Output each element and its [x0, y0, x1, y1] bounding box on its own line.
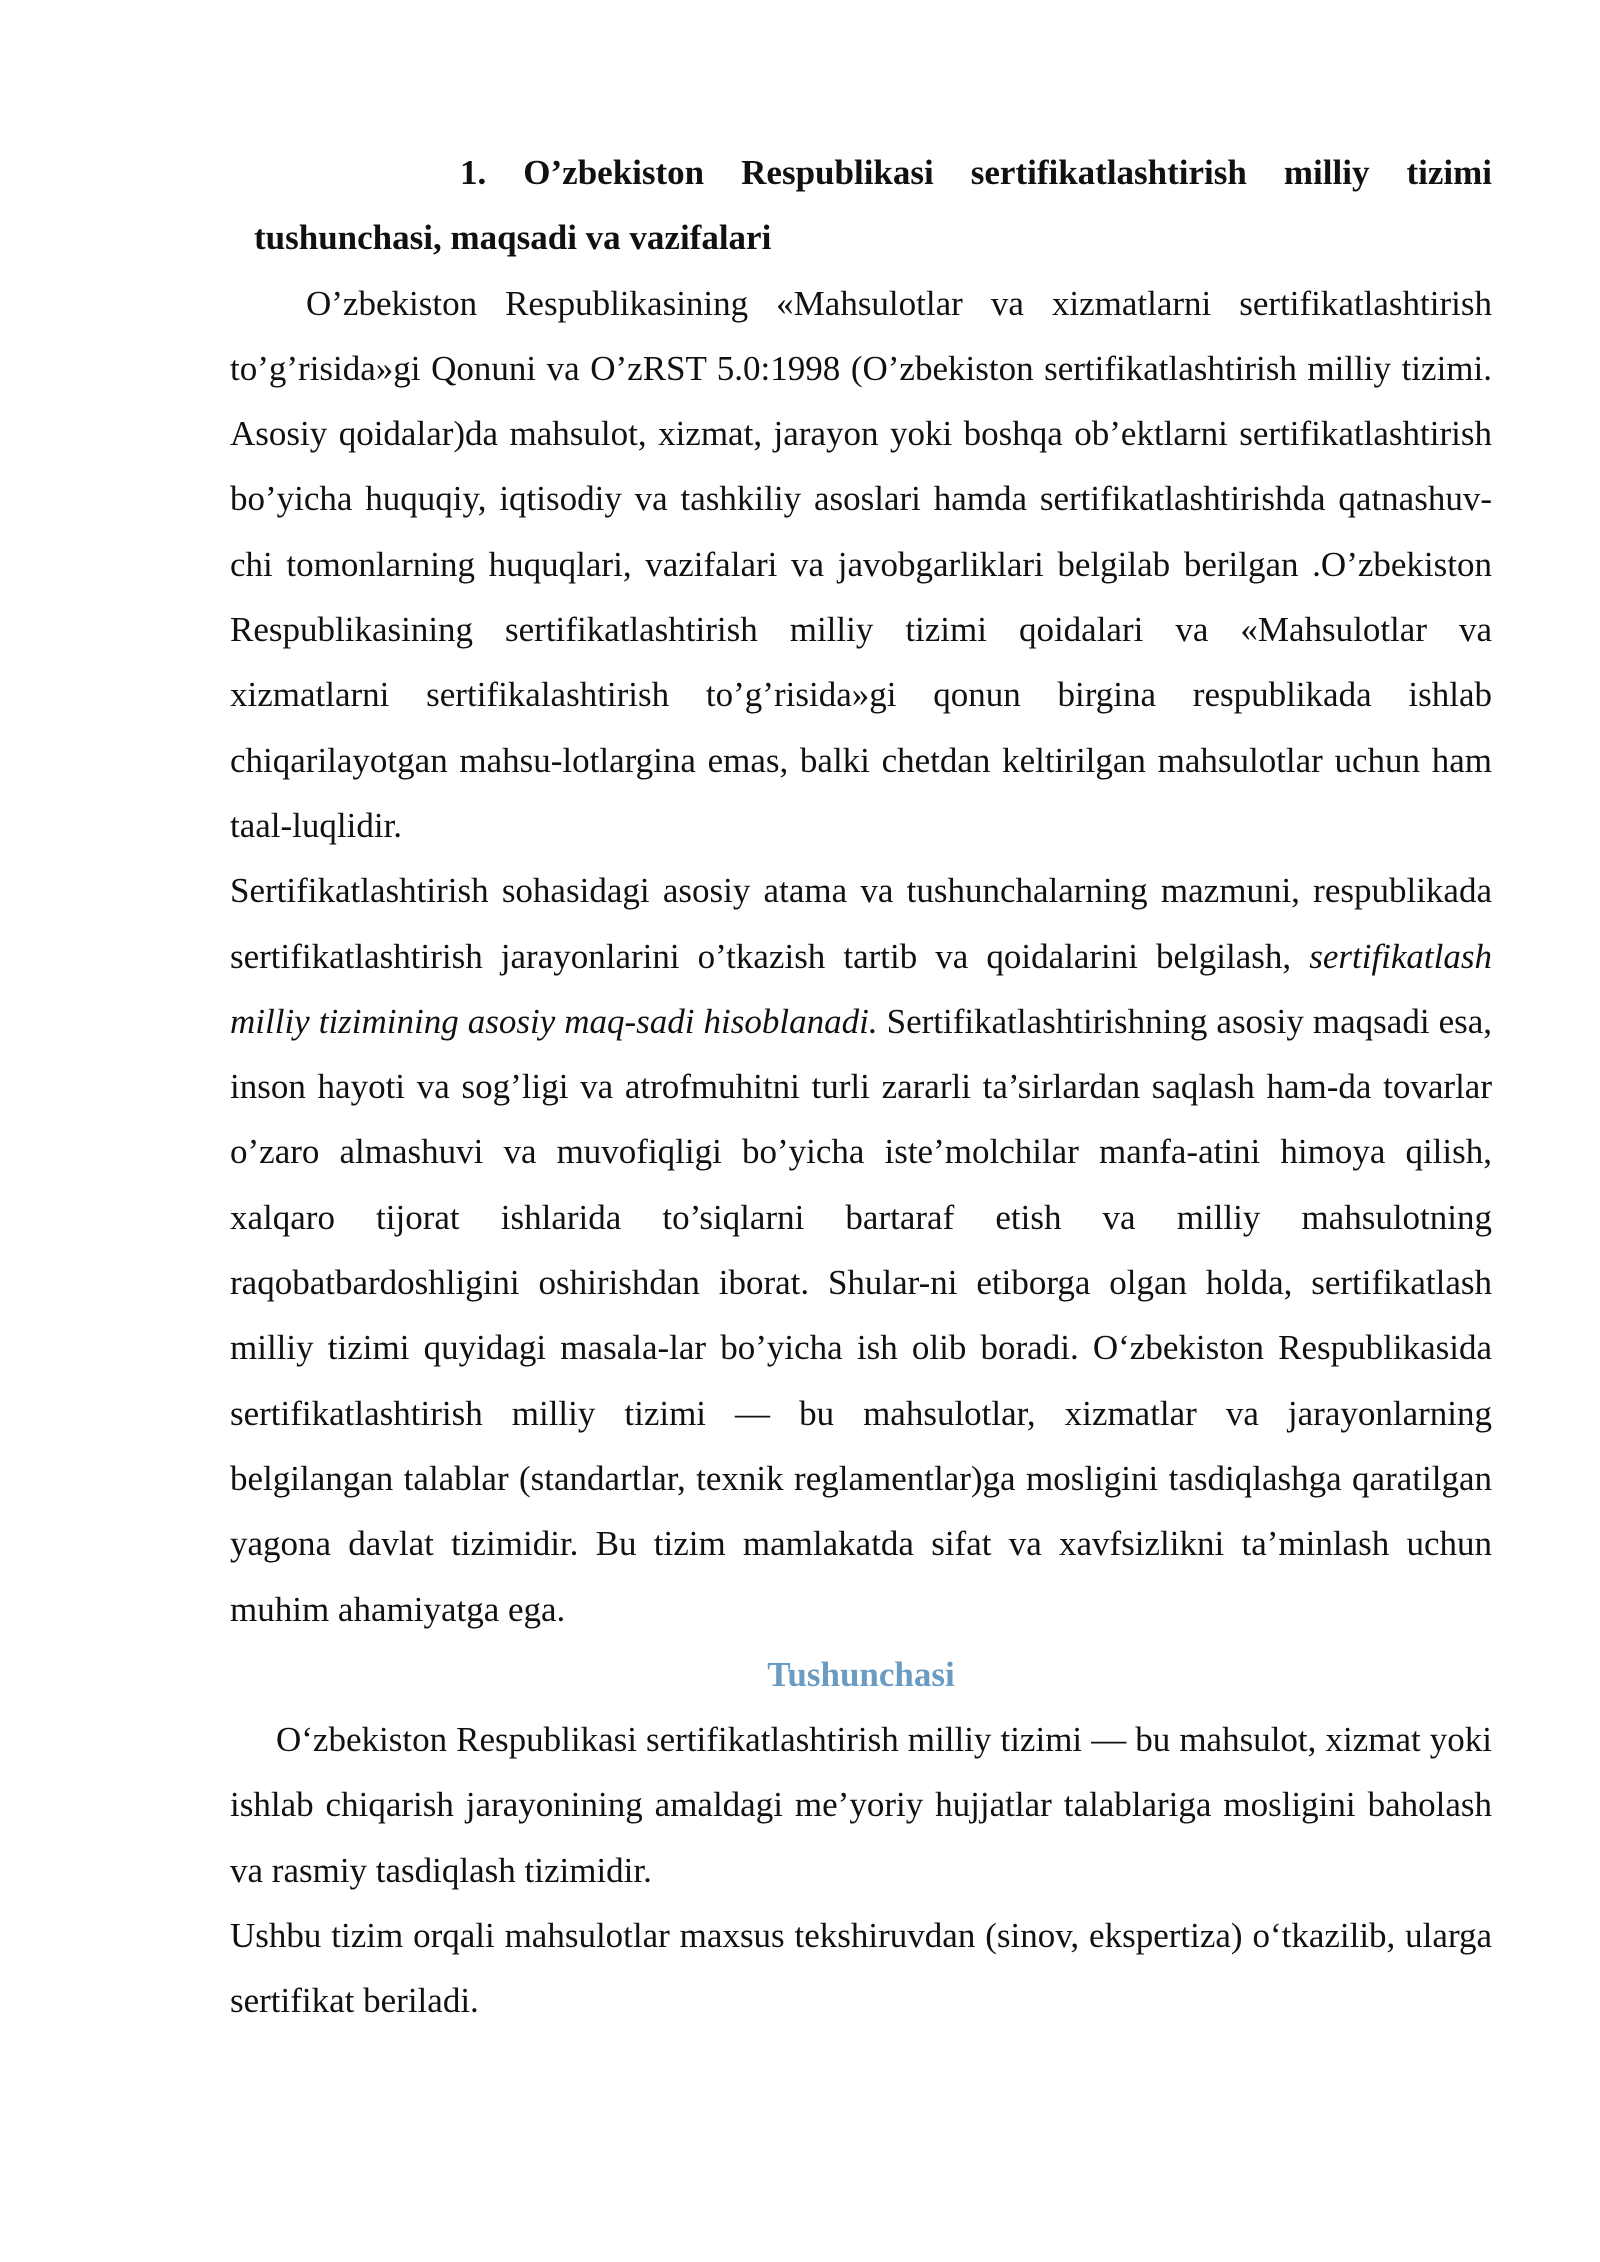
paragraph-certificate: Ushbu tizim orqali mahsulotlar maxsus tekshiruvdan (sinov, ekspertiza) o‘tkazilib, ularga sertifikat beriladi. [230, 1916, 1492, 2021]
paragraph-goals-start: Sertifikatlashtirish sohasidagi asosiy atama va tushunchalarning mazmuni, respublikada sertifikatlashtirish jarayonlarini o’tkazish tartib va qoidalarini belgilash, [230, 871, 1492, 976]
section-heading-line1: 1. O’zbekiston Respublikasi sertifikatlashtirish milliy tizimi [460, 153, 1492, 192]
paragraph-goals [230, 858, 1492, 1642]
document-body [230, 140, 1492, 2034]
paragraph-law-basis: O’zbekiston Respublikasining «Mahsulotlar va xizmatlarni sertifikatlashtirish to’g’risida»gi Qonuni va O’zRST 5.0:1998 (O’zbekiston sertifikatlashtirish milliy tizimi. Asosiy qoidalar)da mahsulot, xizmat, jarayon yoki boshqa ob’ektlarni sertifikatlashtirish bo’yicha huquqiy, iqtisodiy va tashkiliy asoslari hamda sertifikatlashtirishda qatnashuv-chi tomonlarning huquqlari, vazifalari va javobgarliklari belgilab berilgan .O’zbekiston Respublikasining sertifikatlashtirish milliy tizimi qoidalari va «Mahsulotlar va xizmatlarni sertifikalashtirish to’g’risida»gi qonun birgina respublikada ishlab chiqarilayotgan mahsu-lotlargina emas, balki chetdan keltirilgan mahsulotlar uchun ham taal-luqlidir. [230, 283, 1492, 845]
subheading-concept: Tushunchasi [767, 1654, 955, 1694]
paragraph-definition: O‘zbekiston Respublikasi sertifikatlashtirish milliy tizimi — bu mahsulot, xizmat yoki ishlab chiqarish jarayonining amaldagi me’yoriy hujjatlar talablariga mosligini baholash va rasmiy tasdiqlash tizimidir. [230, 1720, 1492, 1890]
paragraph-goals-italic: sertifikatlash milliy tizimining asosiy maq-sadi hisoblanadi. [230, 936, 1492, 1041]
paragraph-goals-end: Sertifikatlashtirishning asosiy maqsadi esa, inson hayoti va sog’ligi va atrofmuhitni turli zararli ta’sirlardan saqlash ham-da tovarlar o’zaro almashuvi va muvofiqligi bo’yicha iste’molchilar manfa-atini himoya qilish, xalqaro tijorat ishlarida to’siqlarni bartaraf etish va milliy mahsulotning raqobatbardoshligini oshirishdan iborat. Shular-ni etiborga olgan holda, sertifikatlash milliy tizimi quyidagi masala-lar bo’yicha ish olib boradi. O‘zbekiston Respublikasida sertifikatlashtirish milliy tizimi — bu mahsulotlar, xizmatlar va jarayonlarning belgilangan talablar (standartlar, texnik reglamentlar)ga mosligini tasdiqlashga qaratilgan yagona davlat tizimidir. Bu tizim mamlakatda sifat va xavfsizlikni ta’minlash uchun muhim ahamiyatga ega. [230, 1001, 1493, 1629]
section-heading-line2: tushunchasi, maqsadi va vazifalari [254, 218, 772, 258]
